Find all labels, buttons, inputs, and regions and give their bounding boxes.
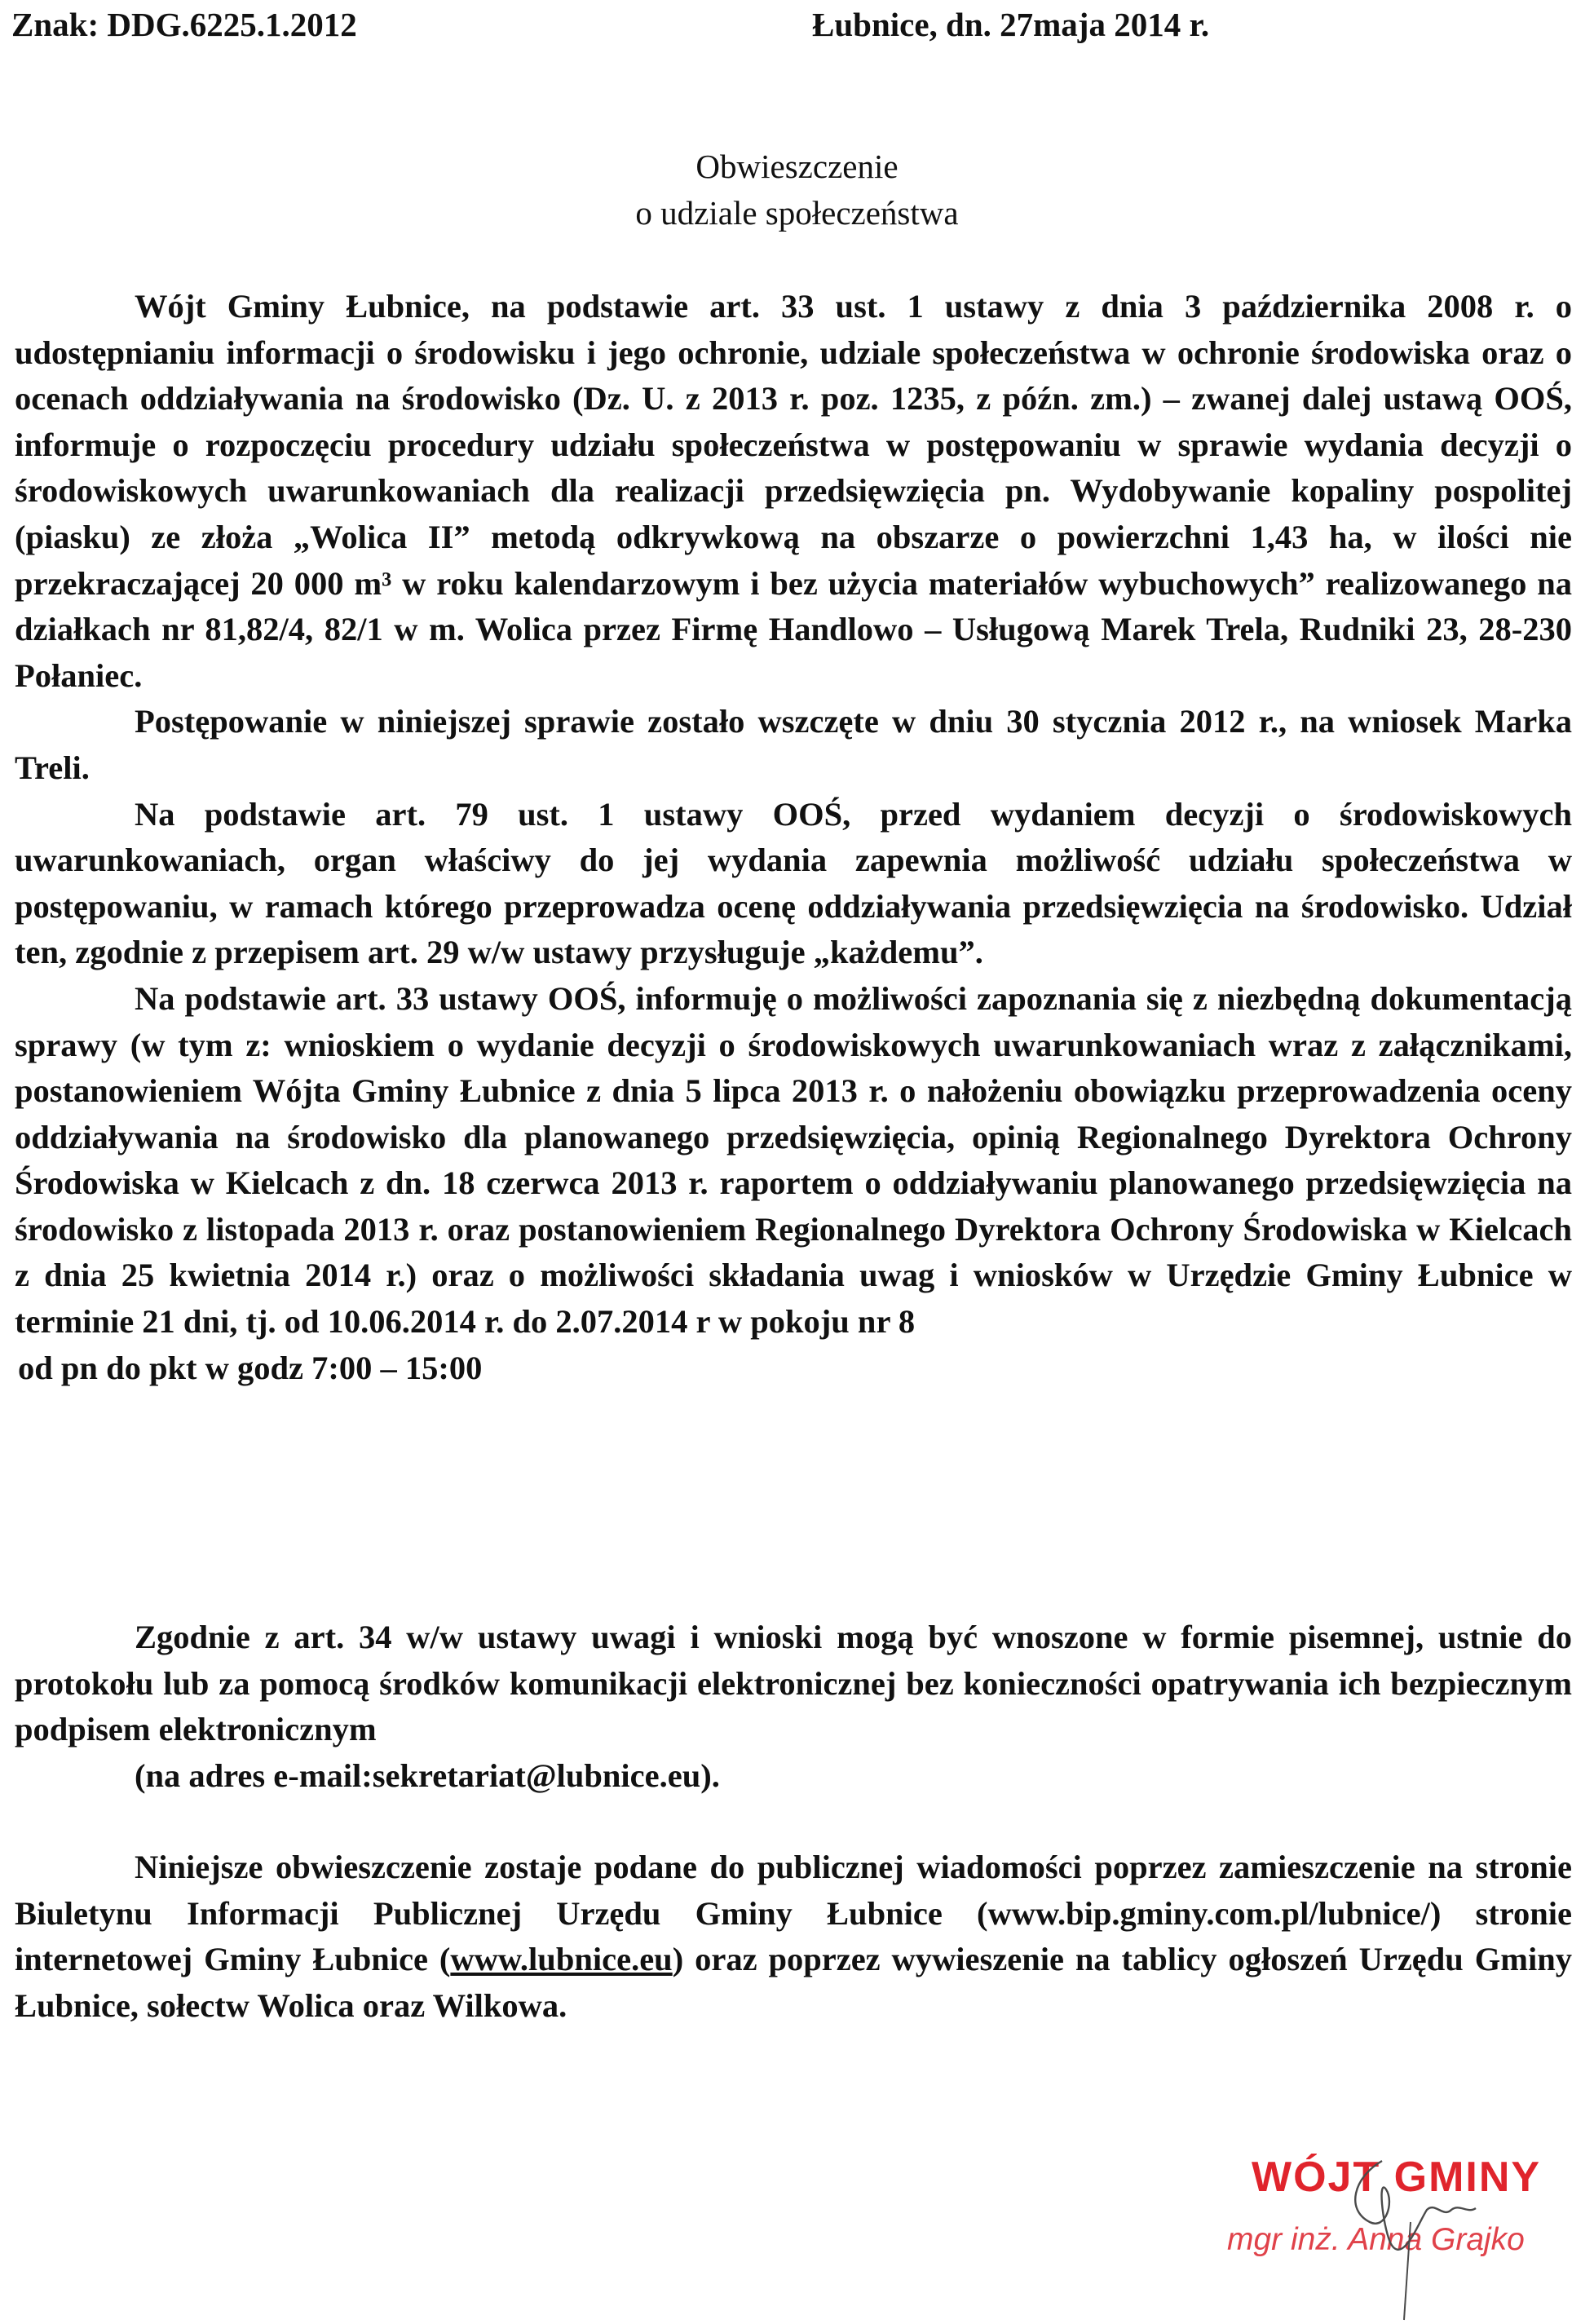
paragraph-legal-basis: Wójt Gminy Łubnice, na podstawie art. 33 ust. 1 ustawy z dnia 3 października 2008 r. o udostępnianiu informacji o środowisku i jego ochronie, udziale społeczeństwa w ochronie środowiska oraz o ocenach oddziaływania na środowisko (Dz. U. z 2013 r. poz. 1235, z późn. zm.) – zwanej dalej ustawą OOŚ, informuje o rozpoczęciu procedury udziału społeczeństwa w postępowaniu w sprawie wydania decyzji o środowiskowych uwarunkowaniach dla realizacji przedsięwzięcia pn. Wydobywanie kopaliny pospolitej (piasku) ze złoża „Wolica II” metodą odkrywkową na obszarze o powierzchni 1,43 ha, w ilości nie przekraczającej 20 000 m³ w roku kalendarzowym i bez użycia materiałów wybuchowych” realizowanego na działkach nr 81,82/4, 82/1 w m. Wolica przez Firmę Handlowo – Usługową Marek Trela, Rudniki 23, 28-230 Połaniec.	[15, 288, 1572, 694]
paragraph-email: (na adres e-mail:sekretariat@lubnice.eu).	[135, 1756, 720, 1794]
title-line-1: Obwieszczenie	[695, 148, 899, 185]
submission-section	[15, 1615, 1572, 1799]
document-reference: Znak: DDG.6225.1.2012	[11, 6, 357, 43]
lubnice-website-link[interactable]: www.lubnice.eu	[450, 1941, 673, 1978]
publication-text-end: ) oraz poprzez wywieszenie na tablicy ogłoszeń Urzędu Gminy Łubnice, sołectw Wolica oraz Wilkowa.	[15, 1941, 1572, 2024]
paragraph-documentation: Na podstawie art. 33 ustawy OOŚ, informuję o możliwości zapoznania się z niezbędną dokumentacją sprawy (w tym z: wnioskiem o wydanie decyzji o środowiskowych uwarunkowaniach wraz z załącznikami, postanowieniem Wójta Gminy Łubnice z dnia 5 lipca 2013 r. o nałożeniu obowiązku przeprowadzenia oceny oddziaływania na środowisko dla planowanego przedsięwzięcia, opinią Regionalnego Dyrektora Ochrony Środowiska w Kielcach z dn. 18 czerwca 2013 r. raportem o oddziaływaniu planowanego przedsięwzięcia na środowisko z listopada 2013 r. oraz postanowieniem Regionalnego Dyrektora Ochrony Środowiska w Kielcach z dnia 25 kwietnia 2014 r.) oraz o możliwości składania uwag i wniosków w Urzędzie Gminy Łubnice w terminie 21 dni, tj. od 10.06.2014 r. do 2.07.2014 r w pokoju nr 8	[15, 979, 1572, 1341]
paragraph-office-hours: od pn do pkt w godz 7:00 – 15:00	[18, 1349, 483, 1386]
main-body	[15, 284, 1572, 1391]
title-line-2: o udziale społeczeństwa	[635, 194, 959, 232]
document-title	[0, 144, 1594, 236]
paragraph-public-participation: Na podstawie art. 79 ust. 1 ustawy OOŚ, przed wydaniem decyzji o środowiskowych uwarunkowaniach, organ właściwy do jej wydania zapewnia możliwość udziału społeczeństwa w postępowaniu, w ramach którego przeprowadza ocenę oddziaływania przedsięwzięcia na środowisko. Udział ten, zgodnie z przepisem art. 29 w/w ustawy przysługuje „każdemu”.	[15, 795, 1572, 971]
paragraph-publication	[15, 1845, 1572, 2029]
place-and-date: Łubnice, dn. 27maja 2014 r.	[812, 6, 1210, 43]
handwritten-signature	[1305, 2145, 1500, 2324]
paragraph-proceedings-start: Postępowanie w niniejszej sprawie zostało wszczęte w dniu 30 stycznia 2012 r., na wniosek Marka Treli.	[15, 703, 1572, 786]
publication-section	[15, 1845, 1572, 2029]
paragraph-submission-forms: Zgodnie z art. 34 w/w ustawy uwagi i wnioski mogą być wnoszone w formie pisemnej, ustnie do protokołu lub za pomocą środków komunikacji elektronicznej bez konieczności opatrywania ich bezpiecznym podpisem elektronicznym	[15, 1619, 1572, 1748]
publication-text-start: Niniejsze obwieszczenie zostaje podane do publicznej wiadomości poprzez zamieszczenie na stronie Biuletynu Informacji Publicznej Urzędu Gminy Łubnice (www.bip.gminy.com.pl/lubnice/) stronie internetowej Gminy Łubnice (	[15, 1849, 1572, 1978]
official-stamp-title: WÓJT GMINY	[1252, 2154, 1542, 2201]
official-stamp-name: mgr inż. Anna Grajko	[1227, 2222, 1525, 2257]
